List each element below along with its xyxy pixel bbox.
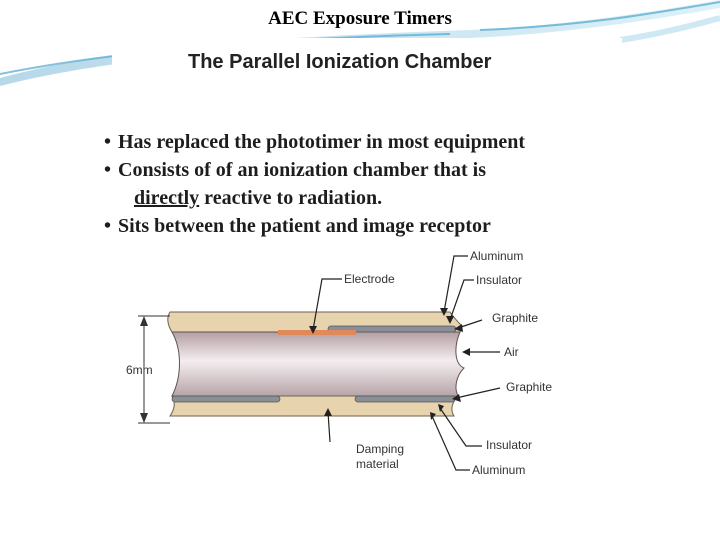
label-material: material (356, 457, 399, 471)
bullet-item (104, 212, 624, 240)
label-aluminum-bottom: Aluminum (472, 463, 526, 477)
arrowhead-air (462, 348, 470, 356)
label-graphite-bottom: Graphite (506, 380, 553, 394)
label-electrode: Electrode (344, 272, 395, 286)
bullet-continuation (118, 184, 624, 212)
label-aluminum-top: Aluminum (470, 249, 524, 263)
dimension-arrow-bottom (140, 413, 148, 423)
graphite-strip-bottom-left (172, 396, 280, 402)
bullet-dot: • (104, 159, 112, 181)
label-insulator-bottom: Insulator (486, 438, 533, 452)
bullet-continuation-text: reactive to radiation. (199, 187, 383, 209)
leader-graphite-bottom (456, 388, 500, 398)
electrode-strip (278, 330, 356, 335)
bullet-text: Consists of of an ionization chamber that is (118, 159, 486, 181)
air-gap (172, 332, 464, 396)
bullet-dot: • (104, 215, 112, 237)
bullet-dot: • (104, 131, 112, 153)
panel-heading: The Parallel Ionization Chamber (188, 51, 492, 73)
ionization-chamber-diagram (110, 246, 580, 486)
emphasis-directly: directly (134, 187, 200, 209)
bullet-item (104, 128, 624, 156)
bullet-item (104, 156, 624, 212)
label-damping: Damping (356, 442, 405, 456)
label-6mm: 6mm (126, 363, 153, 377)
label-insulator-top: Insulator (476, 273, 523, 287)
label-graphite-top: Graphite (492, 311, 539, 325)
bullet-text: Sits between the patient and image receptor (118, 215, 491, 237)
label-air: Air (504, 345, 519, 359)
leader-insulator-top (450, 280, 474, 320)
bullet-list (104, 128, 624, 240)
slide-title: AEC Exposure Timers (268, 8, 452, 29)
dimension-arrow-top (140, 316, 148, 326)
bullet-text: Has replaced the phototimer in most equipment (118, 131, 526, 153)
graphite-strip-bottom-right (355, 396, 455, 402)
